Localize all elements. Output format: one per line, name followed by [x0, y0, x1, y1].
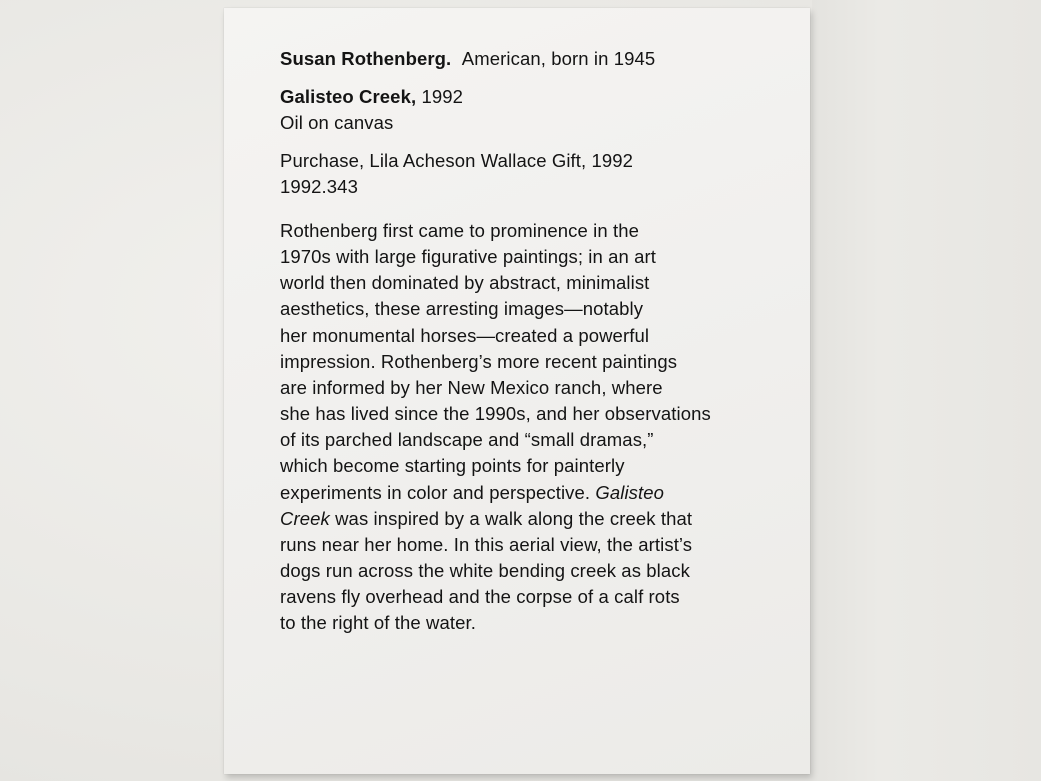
italic-title-segment: Creek [280, 507, 330, 529]
artwork-year: 1992 [421, 86, 464, 107]
description-line: aesthetics, these arresting images—notably [280, 298, 644, 320]
description-line: 1970s with large figurative paintings; in an art [280, 246, 657, 268]
description-line: are informed by her New Mexico ranch, where [280, 376, 663, 398]
artist-name: Susan Rothenberg. [280, 48, 452, 69]
description-line: dogs run across the white bending creek as black [280, 560, 690, 582]
description-line: Rothenberg first came to prominence in the [280, 220, 639, 241]
title-line [280, 84, 780, 110]
label-content [280, 46, 780, 637]
description-line: impression. Rothenberg’s more recent paintings [280, 350, 678, 372]
credit-line: Purchase, Lila Acheson Wallace Gift, 1992 [280, 150, 634, 171]
description-line [280, 480, 780, 506]
artwork-title: Galisteo Creek, [280, 86, 417, 107]
artist-bio: American, born in 1945 [461, 48, 656, 69]
description-line: which become starting points for painterly [280, 455, 625, 477]
description-line: to the right of the water. [280, 612, 476, 634]
accession-number: 1992.343 [280, 176, 358, 197]
italic-title-segment: Galisteo [595, 481, 665, 503]
description-text-segment: was inspired by a walk along the creek that [329, 507, 693, 529]
description-line: world then dominated by abstract, minimalist [280, 272, 650, 294]
artwork-medium: Oil on canvas [280, 112, 394, 133]
description-line: her monumental horses—created a powerful [280, 324, 650, 346]
description-line: of its parched landscape and “small dramas,” [280, 429, 654, 451]
wall-background [812, 0, 1041, 781]
artist-line [280, 46, 780, 72]
description-text-segment: experiments in color and perspective. [280, 481, 596, 503]
description-line [280, 506, 780, 532]
description-line: she has lived since the 1990s, and her observations [280, 403, 711, 425]
description-line: ravens fly overhead and the corpse of a calf rots [280, 586, 680, 608]
description-text [280, 218, 780, 637]
description-line: runs near her home. In this aerial view, the artist’s [280, 533, 693, 555]
museum-wall-label [224, 8, 810, 774]
